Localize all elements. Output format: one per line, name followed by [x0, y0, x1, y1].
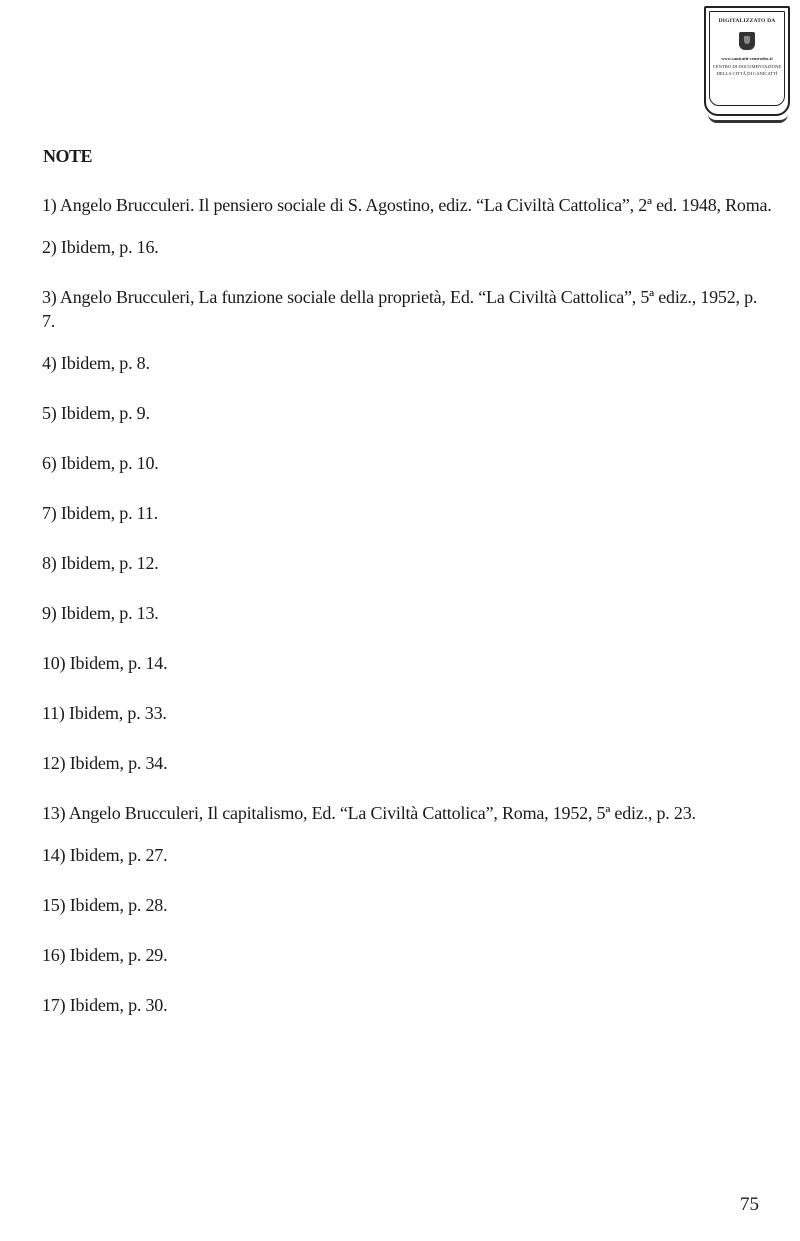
digitization-stamp: [704, 6, 790, 116]
note-item: 6) Ibidem, p. 10.: [42, 453, 159, 473]
note-item: 14) Ibidem, p. 27.: [42, 845, 168, 865]
note-item: 8) Ibidem, p. 12.: [42, 553, 159, 573]
stamp-top-text: DIGITALIZZATO DA: [718, 18, 776, 24]
note-item: 13) Angelo Brucculeri, Il capitalismo, Ed. “La Civiltà Cattolica”, Roma, 1952, 5ª ediz., p. 23.: [42, 803, 696, 823]
note-item: 12) Ibidem, p. 34.: [42, 753, 168, 773]
note-item: 11) Ibidem, p. 33.: [42, 703, 167, 723]
note-item: 3) Angelo Brucculeri, La funzione sociale della proprietà, Ed. “La Civiltà Cattolica”, 5ª ediz., 1952, p. 7.: [42, 287, 758, 331]
note-item: 15) Ibidem, p. 28.: [42, 895, 168, 915]
notes-list: [42, 193, 772, 1043]
page-number: 75: [740, 1194, 759, 1215]
note-item: 1) Angelo Brucculeri. Il pensiero sociale di S. Agostino, ediz. “La Civiltà Cattolica”, 2ª ed. 1948, Roma.: [42, 195, 772, 215]
stamp-org: [710, 64, 784, 77]
stamp-url: www.canicatti-centrodoc.it: [721, 56, 773, 61]
section-heading: NOTE: [43, 146, 93, 166]
stamp-org-line2: DELLA CITTÀ DI CANICATTÌ: [716, 70, 778, 76]
note-item: 9) Ibidem, p. 13.: [42, 603, 159, 623]
note-item: 2) Ibidem, p. 16.: [42, 237, 159, 257]
stamp-frame: [709, 11, 785, 106]
note-item: 7) Ibidem, p. 11.: [42, 503, 158, 523]
note-item: 5) Ibidem, p. 9.: [42, 403, 150, 423]
stamp-shadow: [708, 114, 788, 123]
note-item: 17) Ibidem, p. 30.: [42, 995, 168, 1015]
coat-of-arms-icon: [739, 32, 755, 50]
note-item: 4) Ibidem, p. 8.: [42, 353, 150, 373]
note-item: 16) Ibidem, p. 29.: [42, 945, 168, 965]
stamp-org-line1: CENTRO DI DOCUMENTAZIONE: [712, 64, 782, 69]
note-item: 10) Ibidem, p. 14.: [42, 653, 168, 673]
